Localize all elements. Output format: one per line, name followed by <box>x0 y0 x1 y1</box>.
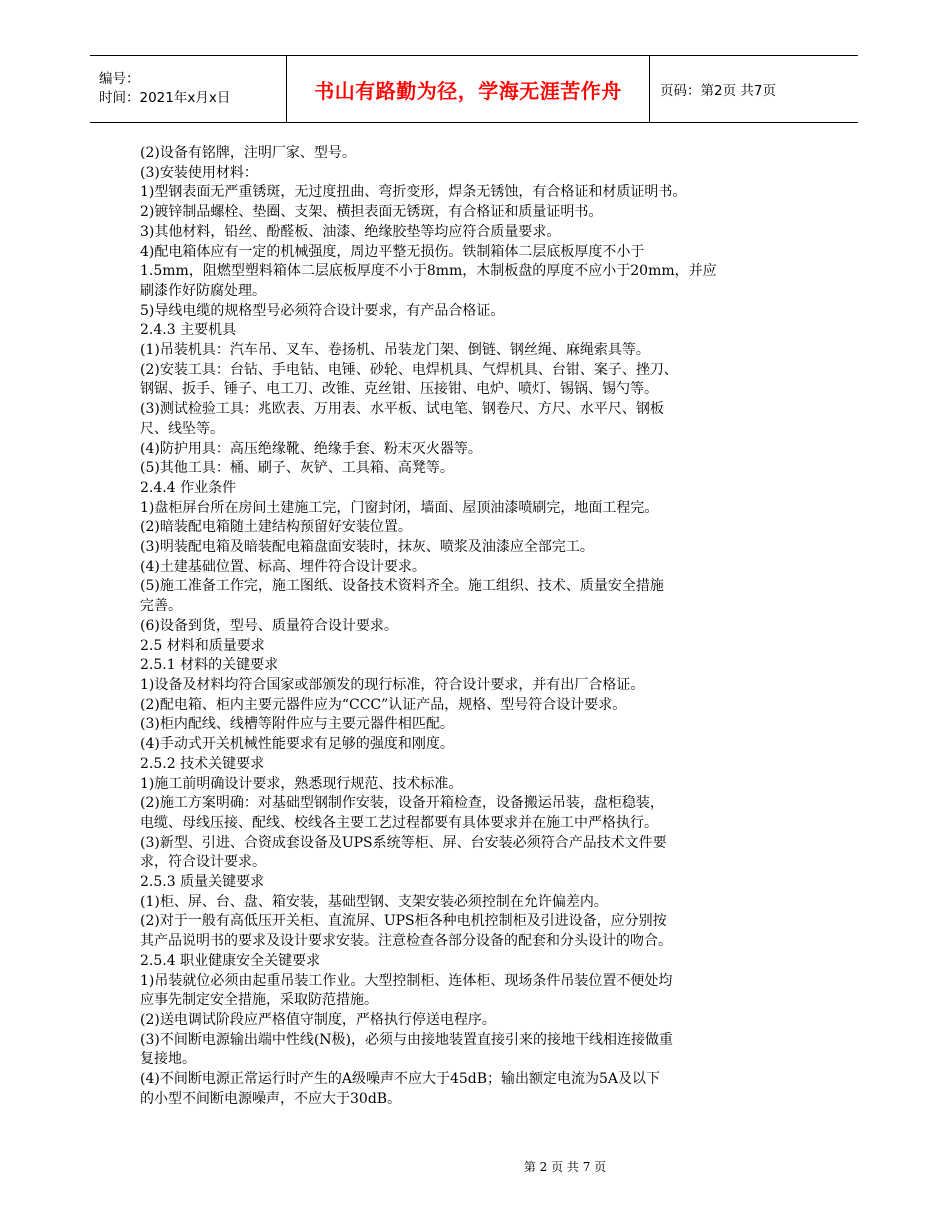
text-line: (3)安装使用材料： <box>140 164 258 181</box>
text-line: 3)其他材料，铅丝、酚醛板、油漆、绝缘胶垫等均应符合质量要求。 <box>140 223 561 240</box>
text-line: (3)柜内配线、线槽等附件应与主要元器件相匹配。 <box>140 716 454 733</box>
text-line: (2)安装工具：台钻、手电钻、电锤、砂轮、电焊机具、气焊机具、台钳、案子、挫刀、 <box>140 361 678 378</box>
text-line: (3)不间断电源输出端中性线(N极)，必须与由接地装置直接引来的接地干线相连接做重 <box>140 1031 674 1048</box>
text-line: 2.5.2 技术关键要求 <box>140 755 265 772</box>
text-line: 4)配电箱体应有一定的机械强度，周边平整无损伤。铁制箱体二层底板厚度不小于 <box>140 243 645 260</box>
text-line: (4)手动式开关机械性能要求有足够的强度和刚度。 <box>140 736 454 753</box>
text-line: 2.5 材料和质量要求 <box>140 637 265 654</box>
text-line: 2.5.4 职业健康安全关键要求 <box>140 952 321 969</box>
text-line: (4)土建基础位置、标高、埋件符合设计要求。 <box>140 558 426 575</box>
header-motto: 书山有路勤为径，学海无涯苦作舟 <box>314 78 622 103</box>
text-line: (2)对于一般有高低压开关柜、直流屏、UPS柜各种电机控制柜及引进设备，应分别按 <box>140 913 667 930</box>
text-line: 尺、线坠等。 <box>140 420 224 437</box>
text-line: (2)配电箱、柜内主要元器件应为“CCC”认证产品，规格、型号符合设计要求。 <box>140 696 627 713</box>
text-line: 钢锯、扳手、锤子、电工刀、改锥、克丝钳、压接钳、电炉、喷灯、锡锅、锡勺等。 <box>140 381 658 398</box>
text-line: 2)镀锌制品螺栓、垫圈、支架、横担表面无锈斑，有合格证和质量证明书。 <box>140 204 603 221</box>
text-line: (3)明装配电箱及暗装配电箱盘面安装时，抹灰、喷浆及油漆应全部完工。 <box>140 539 594 556</box>
text-line: 1)型钢表面无严重锈斑，无过度扭曲、弯折变形，焊条无锈蚀，有合格证和材质证明书。 <box>140 184 687 201</box>
text-line: 的小型不间断电源噪声，不应大于30dB。 <box>140 1090 402 1107</box>
text-line: (4)不间断电源正常运行时产生的A级噪声不应大于45dB；输出额定电流为5A及以下 <box>140 1071 661 1088</box>
text-line: 复接地。 <box>140 1051 196 1068</box>
header-page-info: 页码：第2页 共7页 <box>660 83 776 99</box>
text-line: (2)设备有铭牌，注明厂家、型号。 <box>140 145 356 161</box>
text-line: (1)吊装机具：汽车吊、叉车、卷扬机、吊装龙门架、倒链、钢丝绳、麻绳索具等。 <box>140 342 650 359</box>
text-line: 求，符合设计要求。 <box>140 854 266 871</box>
text-line: 1)施工前明确设计要求，熟悉现行规范、技术标准。 <box>140 775 463 792</box>
header-motto-cell <box>286 56 650 122</box>
text-line: (5)施工准备工作完，施工图纸、设备技术资料齐全。施工组织、技术、质量安全措施 <box>140 578 664 595</box>
text-line: 1)盘柜屏台所在房间土建施工完，门窗封闭，墙面、屋顶油漆喷刷完，地面工程完。 <box>140 499 659 516</box>
text-line: 电缆、母线压接、配线、校线各主要工艺过程都要有具体要求并在施工中严格执行。 <box>140 814 658 831</box>
text-line: 完善。 <box>140 598 182 615</box>
text-line: 2.5.1 材料的关键要求 <box>140 657 279 674</box>
page-footer: 第 2 页 共 7 页 <box>523 1160 607 1174</box>
text-line: (1)柜、屏、台、盘、箱安装，基础型钢、支架安装必须控制在允许偏差内。 <box>140 893 608 910</box>
text-line: 2.4.3 主要机具 <box>140 322 237 339</box>
text-line: (2)施工方案明确：对基础型钢制作安装，设备开箱检查，设备搬运吊装，盘柜稳装， <box>140 795 664 812</box>
document-number-label: 编号： <box>99 71 140 87</box>
text-line: 1)吊装就位必须由起重吊装工作业。大型控制柜、连体柜、现场条件吊装位置不便处均 <box>140 972 673 989</box>
text-line: (4)防护用具：高压绝缘靴、绝缘手套、粉末灭火器等。 <box>140 440 482 457</box>
text-line: 5)导线电缆的规格型号必须符合设计要求，有产品合格证。 <box>140 302 505 319</box>
text-line: 刷漆作好防腐处理。 <box>140 282 266 299</box>
text-line: 1)设备及材料均符合国家或部颁发的现行标准，符合设计要求，并有出厂合格证。 <box>140 676 645 693</box>
header-table <box>90 55 858 123</box>
document-time-label: 时间：2021年x月x日 <box>99 90 231 106</box>
text-line: 其产品说明书的要求及设计要求安装。注意检查各部分设备的配套和分头设计的吻合。 <box>140 933 672 950</box>
text-line: (5)其他工具：桶、刷子、灰铲、工具箱、高凳等。 <box>140 460 454 477</box>
text-line: (6)设备到货，型号、质量符合设计要求。 <box>140 617 398 634</box>
text-line: 2.5.3 质量关键要求 <box>140 874 265 891</box>
text-line: 2.4.4 作业条件 <box>140 479 237 496</box>
text-line: 1.5mm，阻燃型塑料箱体二层底板厚度不小于8mm，木制板盘的厚度不应小于20mm，并应 <box>140 263 717 280</box>
text-line: 应事先制定安全措施，采取防范措施。 <box>140 992 378 1009</box>
text-line: (3)测试检验工具：兆欧表、万用表、水平板、试电笔、钢卷尺、方尺、水平尺、钢板 <box>140 401 664 418</box>
header-page-cell <box>650 56 858 122</box>
document-body <box>140 144 800 1109</box>
text-line: (3)新型、引进、合资成套设备及UPS系统等柜、屏、台安装必须符合产品技术文件要 <box>140 834 667 851</box>
text-line: (2)暗装配电箱随土建结构预留好安装位置。 <box>140 519 412 536</box>
header-left-cell <box>90 56 286 122</box>
text-line: (2)送电调试阶段应严格值守制度，严格执行停送电程序。 <box>140 1011 496 1028</box>
